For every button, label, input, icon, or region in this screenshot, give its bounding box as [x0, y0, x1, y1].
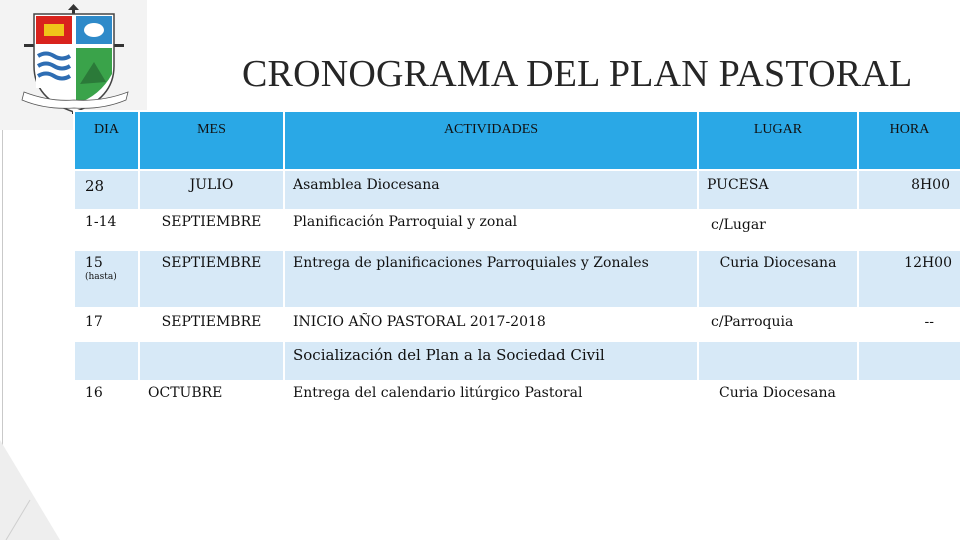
cell-dia [74, 250, 139, 308]
cell-actividad: Planificación Parroquial y zonal [284, 210, 698, 250]
cell-dia: 28 [74, 170, 139, 210]
table-row [74, 170, 960, 210]
cell-hora: 8H00 [858, 170, 960, 210]
cell-actividad: Entrega del calendario litúrgico Pastoral [284, 381, 698, 443]
schedule-table [73, 110, 960, 444]
page-title: CRONOGRAMA DEL PLAN PASTORAL [242, 53, 913, 95]
cell-mes: OCTUBRE [139, 381, 284, 443]
decorative-corner-shape [0, 440, 120, 540]
cell-mes: SEPTIEMBRE [139, 210, 284, 250]
header-actividades: ACTIVIDADES [284, 111, 698, 170]
cell-actividad: Socialización del Plan a la Sociedad Civil [284, 341, 698, 381]
cell-lugar: c/Parroquia [698, 308, 858, 341]
table-row [74, 341, 960, 381]
header-dia: DIA [74, 111, 139, 170]
cell-mes: SEPTIEMBRE [139, 308, 284, 341]
dia-value: 15 [85, 255, 103, 271]
cell-actividad: INICIO AÑO PASTORAL 2017-2018 [284, 308, 698, 341]
cell-hora [858, 381, 960, 443]
dia-note: (hasta) [85, 272, 117, 282]
cell-lugar: PUCESA [698, 170, 858, 210]
table-row [74, 381, 960, 443]
cell-hora: -- [858, 308, 960, 341]
cell-mes: JULIO [139, 170, 284, 210]
header-hora: HORA [858, 111, 960, 170]
cell-hora [858, 210, 960, 250]
cell-hora: 12H00 [858, 250, 960, 308]
cell-lugar [698, 341, 858, 381]
cell-dia: 16 [74, 381, 139, 443]
cell-lugar: Curia Diocesana [698, 250, 858, 308]
table-header-row [74, 111, 960, 170]
cell-dia: 1-14 [74, 210, 139, 250]
cell-hora [858, 341, 960, 381]
header-mes: MES [139, 111, 284, 170]
table-row [74, 210, 960, 250]
table-row [74, 250, 960, 308]
header-lugar: LUGAR [698, 111, 858, 170]
cell-lugar: Curia Diocesana [698, 381, 858, 443]
cell-actividad: Asamblea Diocesana [284, 170, 698, 210]
cell-dia: 17 [74, 308, 139, 341]
cell-mes [139, 341, 284, 381]
cell-dia [74, 341, 139, 381]
cell-actividad: Entrega de planificaciones Parroquiales y Zonales [284, 250, 698, 308]
table-row [74, 308, 960, 341]
cell-mes: SEPTIEMBRE [139, 250, 284, 308]
cell-lugar: c/Lugar [698, 210, 858, 250]
